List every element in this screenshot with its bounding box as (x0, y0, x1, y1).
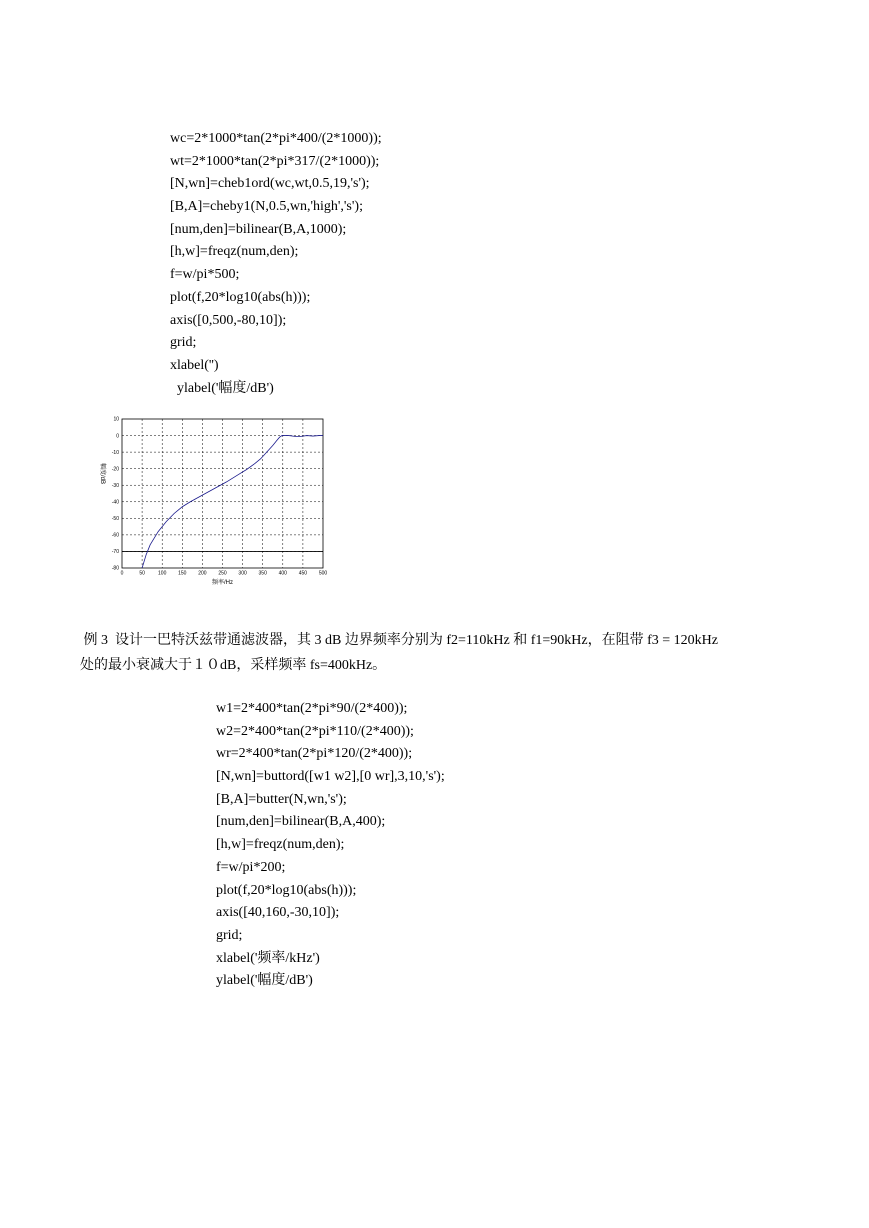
y-tick-label: -70 (111, 549, 119, 556)
code-line: plot(f,20*log10(abs(h))); (216, 882, 357, 898)
code-line: [B,A]=cheby1(N,0.5,wn,'high','s'); (170, 199, 363, 215)
code-line: [h,w]=freqz(num,den); (170, 244, 299, 260)
paragraph-line: 处的最小衰减大于１０dB，采样频率 fs=400kHz。 (80, 658, 387, 673)
code-line: xlabel('频率/kHz') (216, 950, 320, 966)
code-line: f=w/pi*200; (216, 859, 286, 875)
y-tick-label: -60 (111, 532, 119, 539)
x-tick-label: 50 (139, 570, 145, 577)
x-tick-label: 450 (298, 570, 308, 577)
chart-plot-frame (122, 419, 323, 568)
code-line: ylabel('幅度/dB') (216, 973, 313, 989)
y-tick-label: -80 (111, 565, 119, 572)
x-tick-label: 350 (258, 570, 267, 577)
y-tick-label: -10 (111, 449, 119, 456)
chart-y-label: 幅度/dB (99, 462, 105, 485)
code-line: w2=2*400*tan(2*pi*110/(2*400)); (216, 723, 414, 739)
code-block-2 (216, 698, 445, 993)
chart-grid (122, 419, 323, 568)
code-line: [B,A]=butter(N,wn,'s'); (216, 791, 347, 807)
y-tick-label: 0 (116, 433, 119, 440)
paragraph-line: 例 3 设计一巴特沃兹带通滤波器，其 3 dB 边界频率分别为 f2=110kHz 和 f1=90kHz，在阻带 f3 = 120kHz (80, 633, 718, 648)
y-tick-label: 10 (113, 416, 119, 423)
x-tick-label: 500 (318, 570, 328, 577)
code-line: [num,den]=bilinear(B,A,1000); (170, 221, 347, 237)
x-tick-label: 300 (238, 570, 247, 577)
y-tick-label: -50 (111, 516, 119, 523)
x-tick-label: 200 (198, 570, 207, 577)
code-line: wc=2*1000*tan(2*pi*400/(2*1000)); (170, 131, 382, 146)
chart-x-ticks (121, 571, 328, 577)
x-tick-label: 150 (178, 570, 187, 577)
y-tick-label: -20 (111, 466, 119, 473)
code-line: grid; (216, 927, 243, 943)
magnitude-response-chart (90, 412, 335, 592)
x-tick-label: 100 (158, 570, 167, 577)
code-line: wr=2*400*tan(2*pi*120/(2*400)); (216, 746, 413, 762)
code-line: w1=2*400*tan(2*pi*90/(2*400)); (216, 701, 408, 716)
chart-x-label: 频率/Hz (211, 580, 234, 586)
code-block-1 (170, 128, 382, 400)
code-line: [num,den]=bilinear(B,A,400); (216, 814, 386, 830)
code-line: axis([40,160,-30,10]); (216, 905, 340, 921)
code-line: ylabel('幅度/dB') (170, 380, 274, 396)
code-line: xlabel('') (170, 357, 219, 373)
example-paragraph (80, 628, 800, 678)
code-line: axis([0,500,-80,10]); (170, 312, 287, 328)
y-tick-label: -30 (111, 482, 119, 489)
code-line: [h,w]=freqz(num,den); (216, 837, 345, 853)
code-line: [N,wn]=buttord([w1 w2],[0 wr],3,10,'s'); (216, 769, 445, 785)
code-line: wt=2*1000*tan(2*pi*317/(2*1000)); (170, 153, 380, 169)
code-line: plot(f,20*log10(abs(h))); (170, 289, 311, 305)
x-tick-label: 0 (120, 570, 124, 577)
x-tick-label: 250 (218, 570, 227, 577)
code-line: grid; (170, 335, 197, 351)
chart-y-ticks (112, 417, 119, 572)
y-tick-label: -40 (111, 499, 119, 506)
x-tick-label: 400 (278, 570, 287, 577)
code-line: f=w/pi*500; (170, 267, 240, 283)
code-line: [N,wn]=cheb1ord(wc,wt,0.5,19,'s'); (170, 176, 370, 192)
